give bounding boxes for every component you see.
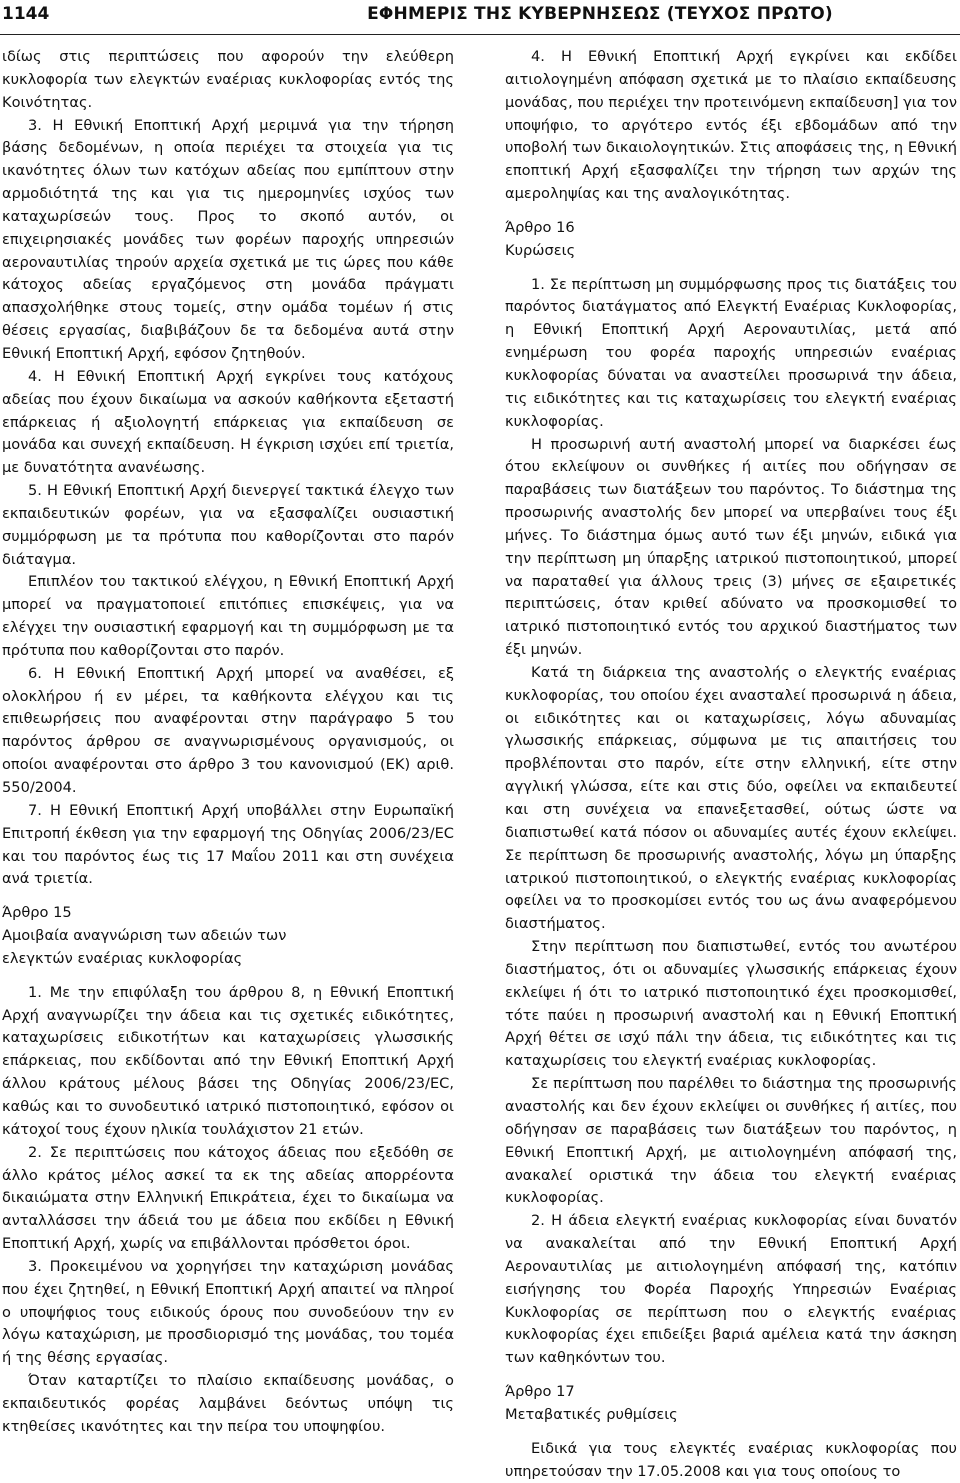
- left-column: [2, 46, 454, 1439]
- article-16-title: Άρθρο 16: [505, 218, 575, 236]
- paragraph: 1. Σε περίπτωση μη συμμόρφωσης προς τις διατάξεις του παρόντος διατάγματος από Ελεγκτή Εναέριας Κυκλοφορίας, η Εθνική Εποπτική Αρχή Αεροναυτιλίας, μετά από ενημέρωση του φορέα παροχής υπηρεσιών εναέριας κυκλοφορίας δύναται να αναστείλει προσωρινά την άδεια, τις ειδικότητες και τις καταχωρίσεις του ελεγκτή εναέριας κυκλοφορίας.: [505, 275, 957, 430]
- paragraph: 7. Η Εθνική Εποπτική Αρχή υποβάλλει στην Ευρωπαϊκή Επιτροπή έκθεση για την εφαρμογή της Οδηγίας 2006/23/ΕC και του παρόντος έως τις 17 Μαΐου 2011 και στη συνέχεια ανά τριετία.: [2, 801, 454, 888]
- paragraph: Η προσωρινή αυτή αναστολή μπορεί να διαρκέσει έως ότου εκλείψουν οι συνθήκες ή αιτίες που οδήγησαν σε παραβάσεις των διατάξεων του παρόντος. Το διάστημα της προσωρινής αναστολής δεν μπορεί να υπερβαίνει τους έξι μήνες. Το διάστημα όμως αυτό των έξι μηνών, ειδικά για την περίπτωση μη ύπαρξης ιατρικού πιστοποιητικού, μπορεί να παραταθεί για άλλους τρεις (3) μήνες σε εξαιρετικές περιπτώσεις, όταν κριθεί αδύνατο να προσκομισθεί το ιατρικό πιστοποιητικό εντός του αρχικού διαστήματος των έξι μηνών.: [505, 435, 957, 659]
- paragraph: 6. Η Εθνική Εποπτική Αρχή μπορεί να αναθέσει, εξ ολοκλήρου ή εν μέρει, τα καθήκοντα ελέγχου και τις επιθεωρήσεις που αναφέρονται στην παράγραφο 5 του παρόντος άρθρου σε αναγνωρισμένους οργανισμούς, οι οποίοι αναφέρονται στο άρθρο 3 του κανονισμού (ΕΚ) αριθ. 550/2004.: [2, 664, 454, 796]
- paragraph: Ειδικά για τους ελεγκτές εναέριας κυκλοφορίας που υπηρετούσαν την 17.05.2008 και για τους οποίους το: [505, 1439, 957, 1480]
- paragraph: Κατά τη διάρκεια της αναστολής ο ελεγκτής εναέριας κυκλοφορίας, του οποίου έχει ανασταλεί προσωρινά η άδεια, οι ειδικότητες και οι καταχωρίσεις, λόγω αδυναμίας γλωσσικής επάρκειας, σύμφωνα με τις απαιτήσεις του προβλέπονται στο παρόν, είτε στην ελληνική, είτε στην αγγλική γλώσσα, είτε και στις δύο, οφείλει να εκπαιδευτεί και στη συνέχεια να επανεξετασθεί, ούτως ώστε να διαπιστωθεί κατά πόσον οι αδυναμίες αυτές έχουν εκλείψει. Σε περίπτωση δε προσωρινής αναστολής, λόγω μη ύπαρξης ιατρικού πιστοποιητικού, ο ελεγκτής εναέριας κυκλοφορίας οφείλει να το προσκομίσει εντός του ως άνω αναφερόμενου διαστήματος.: [505, 663, 957, 933]
- right-column: [505, 46, 957, 1483]
- paragraph: Σε περίπτωση που παρέλθει το διάστημα της προσωρινής αναστολής και δεν έχουν εκλείψει οι συνθήκες ή αιτίες, που οδήγησαν σε παραβάσεις των διατάξεων του παρόντος, η Εθνική Εποπτική Αρχή, με αιτιολογημένη απόφασή της, ανακαλεί οριστικά την άδεια του ελεγκτή εναέριας κυκλοφορίας.: [505, 1075, 957, 1207]
- paragraph: Επιπλέον του τακτικού ελέγχου, η Εθνική Εποπτική Αρχή μπορεί να πραγματοποιεί επιτόπιες επισκέψεις, για να ελέγχει την ουσιαστική εφαρμογή και τη συμμόρφωση με τα πρότυπα που καθορίζονται στο παρόν.: [2, 573, 454, 659]
- paragraph: ιδίως στις περιπτώσεις που αφορούν την ελεύθερη κυκλοφορία των ελεγκτών εναέριας κυκλοφορίας εντός της Κοινότητας.: [2, 48, 454, 111]
- article-17-title: Άρθρο 17: [505, 1383, 575, 1401]
- page-header: [0, 0, 960, 35]
- paragraph: Στην περίπτωση που διαπιστωθεί, εντός του ανωτέρου διαστήματος, ότι οι αδυναμίες γλωσσικής επάρκειας έχουν εκλείψει ή ότι το ιατρικό πιστοποιητικό έχει προσκομισθεί, τότε παύει η προσωρινή αναστολή και η Εθνική Εποπτική Αρχή θέτει σε ισχύ πάλι την άδεια, τις ειδικότητες και τις καταχωρίσεις του ελεγκτή εναέριας κυκλοφορίας.: [505, 938, 957, 1070]
- gazette-title: ΕΦΗΜΕΡΙΣ ΤΗΣ ΚΥΒΕΡΝΗΣΕΩΣ (ΤΕΥΧΟΣ ΠΡΩΤΟ): [367, 4, 833, 24]
- paragraph: 5. Η Εθνική Εποπτική Αρχή διενεργεί τακτικά έλεγχο των εκπαιδευτικών φορέων, για να εξασφαλίζει ουσιαστική συμμόρφωση με τα πρότυπα που καθορίζονται στο παρόν διάταγμα.: [2, 482, 454, 568]
- paragraph: 4. Η Εθνική Εποπτική Αρχή εγκρίνει τους κατόχους αδείας που έχουν δικαίωμα να ασκούν καθήκοντα εξεταστή επάρκειας ή αξιολογητή επάρκειας για εκπαίδευση σε μονάδα και συνεχή εκπαίδευση. Η έγκριση ισχύει επί τριετία, με δυνατότητα ανανέωσης.: [2, 367, 454, 477]
- paragraph: 2. Η άδεια ελεγκτή εναέριας κυκλοφορίας είναι δυνατόν να ανακαλείται από την Εθνική Εποπτική Αρχή Αεροναυτιλίας με αιτιολογημένη απόφασή της, κατόπιν εισήγησης του Φορέα Παροχής Υπηρεσιών Εναέριας Κυκλοφορίας σε περίπτωση που ο ελεγκτής εναέριας κυκλοφορίας έχει επιδείξει βαριά αμέλεια κατά την άσκηση των καθηκόντων του.: [505, 1212, 957, 1367]
- paragraph: Όταν καταρτίζει το πλαίσιο εκπαίδευσης μονάδας, ο εκπαιδευτικός φορέας λαμβάνει δεόντως υπόψη τις κτηθείσες ικανότητες και την πείρα του υποψηφίου.: [2, 1372, 454, 1435]
- article-16-heading: Κυρώσεις: [505, 241, 576, 259]
- paragraph: 4. Η Εθνική Εποπτική Αρχή εγκρίνει και εκδίδει αιτιολογημένη απόφαση σχετικά με το πλαίσιο εκπαίδευσης μονάδας, που περιέχει την προτεινόμενη εκπαίδευση] για τον υποψήφιο, το αργότερο εντός έξι εβδομάδων από την υποβολή των δικαιολογητικών. Στις αποφάσεις της, η Εθνική εποπτική Αρχή εξασφαλίζει την τήρηση των αρχών της αμεροληψίας και της αναλογικότητας.: [505, 48, 957, 203]
- paragraph: 3. Η Εθνική Εποπτική Αρχή μεριμνά για την τήρηση βάσης δεδομένων, η οποία περιέχει τα στοιχεία για τις ικανότητες όλων των κατόχων αδείας που εμπίπτουν στην αρμοδιότητά της και για τις ημερομηνίες ισχύος των καταχωρίσεών τους. Προς το σκοπό αυτόν, οι επιχειρησιακές μονάδες των φορέων παροχής υπηρεσιών αεροναυτιλίας τηρούν αρχεία σχετικά με τις ώρες που κάθε κάτοχος αδείας εργαζόμενος στη μονάδα πράγματι απασχολήθηκε στους τομείς, στην ομάδα τομέων ή στις θέσεις εργασίας, διαβιβάζουν δε τα δεδομένα αυτά στην Εθνική Εποπτική Αρχή, εφόσον ζητηθούν.: [2, 116, 454, 362]
- paragraph: 1. Με την επιφύλαξη του άρθρου 8, η Εθνική Εποπτική Αρχή αναγνωρίζει την άδεια και τις σχετικές ειδικότητες, καταχωρίσεις ειδικοτήτων και καταχωρίσεις γλωσσικής επάρκειας, που εκδίδονται από την Εθνική Εποπτική Αρχή άλλου κράτους μέλους βάσει της Οδηγίας 2006/23/ΕC, καθώς και το συνοδευτικό ιατρικό πιστοποιητικό, εφόσον οι κάτοχοί τους έχουν ηλικία τουλάχιστον 21 ετών.: [2, 983, 454, 1138]
- page-number: 1144: [2, 4, 50, 24]
- article-17-heading: Μεταβατικές ρυθμίσεις: [505, 1405, 678, 1423]
- paragraph: 2. Σε περιπτώσεις που κάτοχος άδειας που εξεδόθη σε άλλο κράτος μέλος ασκεί τα εκ της αδείας απορρέοντα δικαιώματα στην Ελληνική Επικράτεια, έχει το δικαίωμα να ανταλλάσσει την άδειά του με άδεια που εκδίδει η Εθνική Εποπτική Αρχή, χωρίς να επιβάλλονται πρόσθετοι όροι.: [2, 1143, 454, 1253]
- article-15-heading-line2: ελεγκτών εναέριας κυκλοφορίας: [2, 949, 243, 967]
- article-15-heading-line1: Αμοιβαία αναγνώριση των αδειών των: [2, 927, 287, 945]
- paragraph: 3. Προκειμένου να χορηγήσει την καταχώριση μονάδας που έχει ζητηθεί, η Εθνική Εποπτική Αρχή απαιτεί να πληροί ο υποψήφιος τους ειδικούς όρους που συνοδεύουν την εν λόγω καταχώριση, με προσδιορισμό της μονάδας, του τομέα ή της θέσης εργασίας.: [2, 1257, 454, 1367]
- article-15-title: Άρθρο 15: [2, 904, 72, 922]
